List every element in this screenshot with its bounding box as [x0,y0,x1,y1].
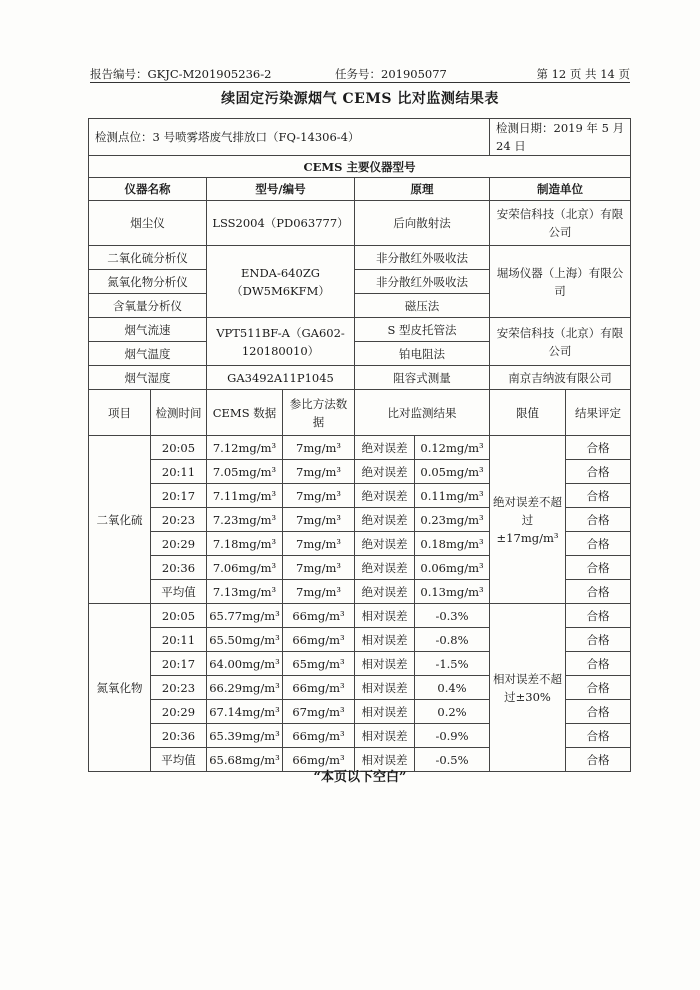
time-header: 检测时间 [151,390,207,436]
instrument-principle: 后向散射法 [355,201,490,246]
error-value: 0.11mg/m³ [415,484,490,508]
reference-value: 66mg/m³ [283,724,355,748]
error-value: 0.18mg/m³ [415,532,490,556]
error-value: -0.5% [415,748,490,772]
error-type: 绝对误差 [355,580,415,604]
evaluation: 合格 [566,748,631,772]
cems-value: 65.50mg/m³ [207,628,283,652]
cems-value: 64.00mg/m³ [207,652,283,676]
page-title: 续固定污染源烟气 CEMS 比对监测结果表 [221,91,499,107]
error-type: 绝对误差 [355,556,415,580]
item-header: 项目 [89,390,151,436]
limit-value: 相对误差不超过±30% [490,604,566,772]
instrument-section-row [89,156,631,178]
instrument-maker: 安荣信科技（北京）有限公司 [490,318,631,366]
evaluation: 合格 [566,700,631,724]
reference-value: 66mg/m³ [283,748,355,772]
pollutant-name: 二氧化硫 [89,436,151,604]
instrument-row [89,201,631,246]
instrument-maker: 堀场仪器（上海）有限公司 [490,246,631,318]
error-value: 0.4% [415,676,490,700]
info-row [89,119,631,156]
error-type: 相对误差 [355,748,415,772]
cems-value: 66.29mg/m³ [207,676,283,700]
evaluation: 合格 [566,604,631,628]
instrument-principle: 非分散红外吸收法 [355,246,490,270]
reference-value: 7mg/m³ [283,436,355,460]
error-type: 相对误差 [355,604,415,628]
evaluation: 合格 [566,628,631,652]
blank-page-note: “本页以下空白” [313,770,407,785]
time-cell: 20:29 [151,532,207,556]
cems-value: 65.77mg/m³ [207,604,283,628]
reference-header: 参比方法数据 [283,390,355,436]
reference-value: 7mg/m³ [283,484,355,508]
instrument-principle: 阻容式测量 [355,366,490,390]
error-value: 0.12mg/m³ [415,436,490,460]
limit-header: 限值 [490,390,566,436]
instrument-section-title: CEMS 主要仪器型号 [89,156,631,178]
reference-value: 66mg/m³ [283,676,355,700]
monitoring-date: 检测日期：2019 年 5 月 24 日 [490,119,631,156]
time-cell: 平均值 [151,580,207,604]
instrument-name: 烟气湿度 [89,366,207,390]
evaluation: 合格 [566,508,631,532]
cems-value: 7.18mg/m³ [207,532,283,556]
error-value: 0.2% [415,700,490,724]
instrument-model: GA3492A11P1045 [207,366,355,390]
instrument-principle: 铂电阻法 [355,342,490,366]
time-cell: 20:23 [151,676,207,700]
results-header-row [89,390,631,436]
instrument-row [89,318,631,342]
error-value: -0.8% [415,628,490,652]
evaluation: 合格 [566,436,631,460]
evaluation-header: 结果评定 [566,390,631,436]
pollutant-name: 氮氧化物 [89,604,151,772]
error-type: 相对误差 [355,652,415,676]
evaluation: 合格 [566,676,631,700]
time-cell: 20:36 [151,724,207,748]
task-number: 任务号：201905077 [335,67,447,81]
instrument-name: 烟气温度 [89,342,207,366]
instrument-principle: S 型皮托管法 [355,318,490,342]
time-cell: 20:05 [151,604,207,628]
instrument-model: VPT511BF-A（GA602-120180010） [207,318,355,366]
reference-value: 65mg/m³ [283,652,355,676]
error-value: 0.05mg/m³ [415,460,490,484]
reference-value: 67mg/m³ [283,700,355,724]
error-type: 相对误差 [355,676,415,700]
reference-value: 7mg/m³ [283,508,355,532]
cems-comparison-table [88,118,631,772]
error-type: 绝对误差 [355,436,415,460]
instrument-row [89,246,631,270]
page-number: 第 12 页 共 14 页 [536,67,630,81]
error-value: -1.5% [415,652,490,676]
instrument-model: LSS2004（PD063777） [207,201,355,246]
error-value: 0.13mg/m³ [415,580,490,604]
report-header [90,66,630,82]
cems-value: 7.23mg/m³ [207,508,283,532]
instrument-name: 氮氧化物分析仪 [89,270,207,294]
error-type: 绝对误差 [355,508,415,532]
cems-value: 67.14mg/m³ [207,700,283,724]
instrument-name: 烟尘仪 [89,201,207,246]
header-rule [90,82,630,83]
cems-value: 7.11mg/m³ [207,484,283,508]
evaluation: 合格 [566,556,631,580]
error-type: 相对误差 [355,700,415,724]
evaluation: 合格 [566,460,631,484]
error-value: 0.06mg/m³ [415,556,490,580]
time-cell: 平均值 [151,748,207,772]
report-number: 报告编号：GKJC-M201905236-2 [90,67,272,81]
instrument-header-row [89,178,631,201]
monitoring-point: 检测点位：3 号喷雾塔废气排放口（FQ-14306-4） [89,119,490,156]
result-row [89,436,631,460]
instrument-principle: 非分散红外吸收法 [355,270,490,294]
time-cell: 20:17 [151,652,207,676]
cems-value: 65.39mg/m³ [207,724,283,748]
reference-value: 66mg/m³ [283,604,355,628]
instrument-name: 烟气流速 [89,318,207,342]
instrument-model: ENDA-640ZG（DW5M6KFM） [207,246,355,318]
cems-value: 7.13mg/m³ [207,580,283,604]
evaluation: 合格 [566,580,631,604]
time-cell: 20:36 [151,556,207,580]
evaluation: 合格 [566,724,631,748]
time-cell: 20:23 [151,508,207,532]
time-cell: 20:29 [151,700,207,724]
time-cell: 20:11 [151,460,207,484]
cems-value: 65.68mg/m³ [207,748,283,772]
instrument-name: 含氧量分析仪 [89,294,207,318]
cems-value: 7.12mg/m³ [207,436,283,460]
result-row [89,604,631,628]
instrument-model-header: 型号/编号 [207,178,355,201]
reference-value: 7mg/m³ [283,532,355,556]
reference-value: 7mg/m³ [283,556,355,580]
error-value: 0.23mg/m³ [415,508,490,532]
result-header: 比对监测结果 [355,390,490,436]
error-type: 绝对误差 [355,484,415,508]
instrument-name: 二氧化硫分析仪 [89,246,207,270]
error-type: 绝对误差 [355,532,415,556]
time-cell: 20:05 [151,436,207,460]
instrument-maker-header: 制造单位 [490,178,631,201]
cems-header: CEMS 数据 [207,390,283,436]
instrument-name-header: 仪器名称 [89,178,207,201]
cems-value: 7.05mg/m³ [207,460,283,484]
error-value: -0.3% [415,604,490,628]
error-type: 绝对误差 [355,460,415,484]
reference-value: 7mg/m³ [283,580,355,604]
instrument-principle-header: 原理 [355,178,490,201]
time-cell: 20:11 [151,628,207,652]
instrument-row [89,366,631,390]
evaluation: 合格 [566,652,631,676]
instrument-maker: 安荣信科技（北京）有限公司 [490,201,631,246]
time-cell: 20:17 [151,484,207,508]
reference-value: 66mg/m³ [283,628,355,652]
error-value: -0.9% [415,724,490,748]
cems-value: 7.06mg/m³ [207,556,283,580]
evaluation: 合格 [566,532,631,556]
evaluation: 合格 [566,484,631,508]
instrument-principle: 磁压法 [355,294,490,318]
error-type: 相对误差 [355,724,415,748]
error-type: 相对误差 [355,628,415,652]
limit-value: 绝对误差不超过±17mg/m³ [490,436,566,604]
reference-value: 7mg/m³ [283,460,355,484]
instrument-maker: 南京吉纳波有限公司 [490,366,631,390]
